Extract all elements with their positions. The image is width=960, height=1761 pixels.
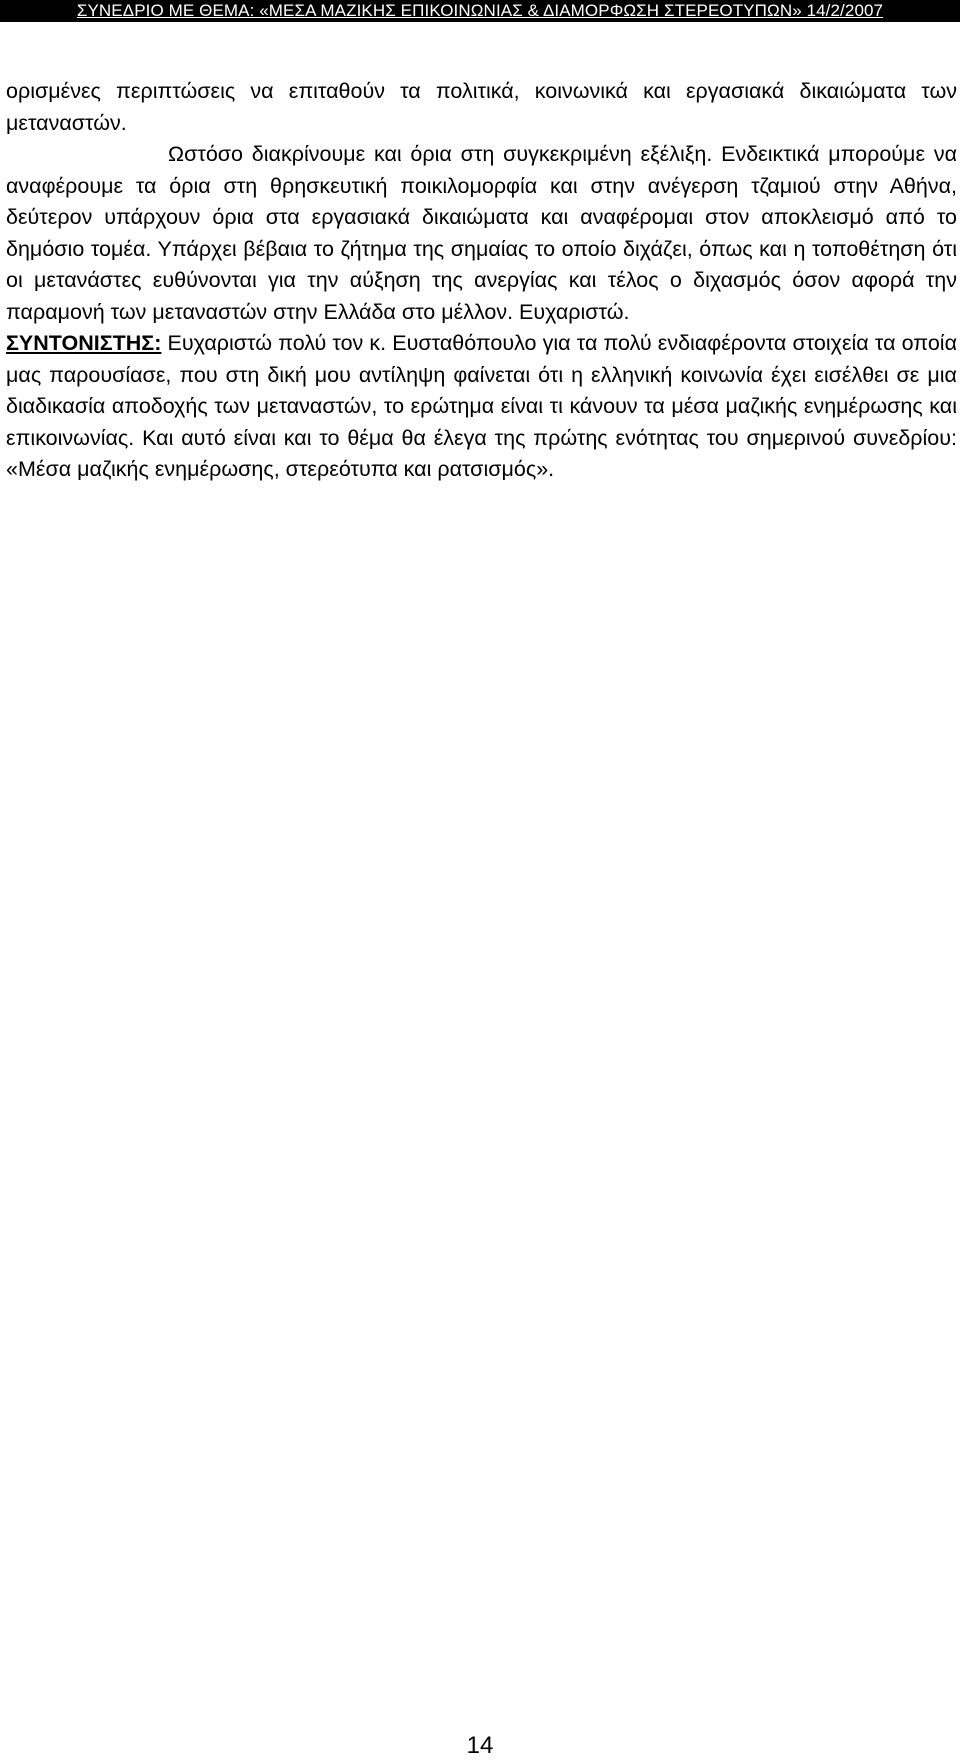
- paragraph-continuation: ορισμένες περιπτώσεις να επιταθούν τα πολιτικά, κοινωνικά και εργασιακά δικαιώματα των μεταναστών.: [6, 79, 957, 135]
- page-number: 14: [466, 1732, 494, 1759]
- page-header: [0, 0, 960, 22]
- paragraph-limits: Ωστόσο διακρίνουμε και όρια στη συγκεκριμένη εξέλιξη. Ενδεικτικά μπορούμε να αναφέρουμε τα όρια στη θρησκευτική ποικιλομορφία και στην ανέγερση τζαμιού στην Αθήνα, δεύτερον υπάρχουν όρια στα εργασιακά δικαιώματα και αναφέρομαι στον αποκλεισμό από το δημόσιο τομέα. Υπάρχει βέβαια το ζήτημα της σημαίας το οποίο διχάζει, όπως και η τοποθέτηση ότι οι μετανάστες ευθύνονται για την αύξηση της ανεργίας και τέλος ο διχασμός όσον αφορά την παραμονή των μεταναστών στην Ελλάδα στο μέλλον. Ευχαριστώ.: [6, 142, 957, 324]
- document-body: [6, 76, 957, 486]
- header-title: ΣΥΝΕΔΡΙΟ ΜΕ ΘΕΜΑ: «ΜΕΣΑ ΜΑΖΙΚΗΣ ΕΠΙΚΟΙΝΩΝΙΑΣ & ΔΙΑΜΟΡΦΩΣΗ ΣΤΕΡΕΟΤΥΠΩΝ» 14/2/2007: [76, 1, 884, 20]
- moderator-text: Ευχαριστώ πολύ τον κ. Ευσταθόπουλο για τα πολύ ενδιαφέροντα στοιχεία τα οποία μας παρουσίασε, που στη δική μου αντίληψη φαίνεται ότι η ελληνική κοινωνία έχει εισέλθει σε μια διαδικασία αποδοχής των μεταναστών, το ερώτημα είναι τι κάνουν τα μέσα μαζικής ενημέρωσης και επικοινωνίας. Και αυτό είναι και το θέμα θα έλεγα της πρώτης ενότητας του σημερινού συνεδρίου: «Μέσα μαζικής ενημέρωσης, στερεότυπα και ρατσισμός».: [6, 331, 957, 481]
- paragraph-moderator: [6, 328, 957, 486]
- speaker-label: ΣΥΝΤΟΝΙΣΤΗΣ:: [6, 331, 162, 355]
